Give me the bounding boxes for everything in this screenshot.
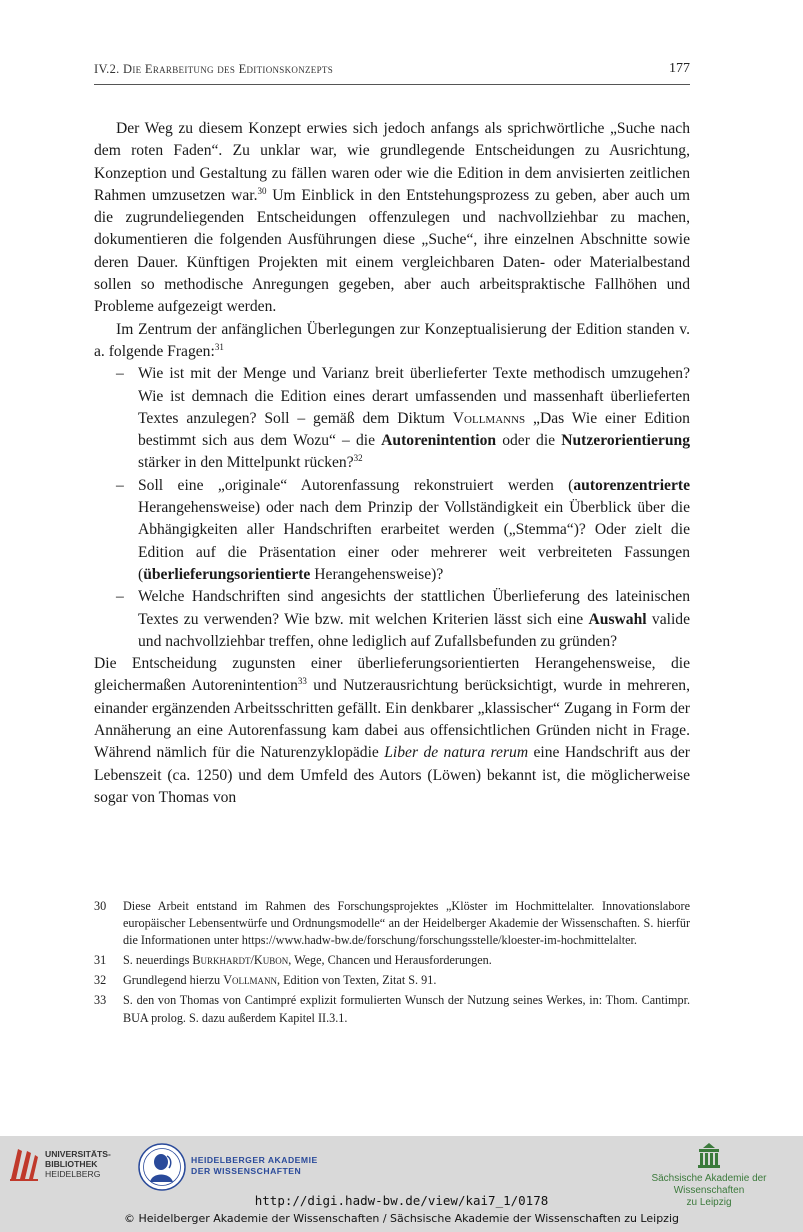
footnote-30	[94, 898, 690, 949]
footnote-number: 33	[94, 993, 107, 1008]
footnote-number: 31	[94, 953, 107, 968]
footnote-text: Grundlegend hierzu	[123, 973, 224, 988]
ub-heidelberg-mark-icon	[8, 1145, 40, 1183]
question-text: Welche Handschriften sind angesichts der stattlichen Überlieferung des lateinischen Textes zu verwenden? Wie bzw. mit welchen Kriterien lässt sich eine	[138, 588, 690, 628]
footnote-ref-30[interactable]: 30	[257, 185, 267, 196]
bold-term: überlieferungsorientierte	[143, 565, 311, 583]
ub-logo-line: HEIDELBERG	[45, 1169, 101, 1179]
dash-bullet: –	[116, 365, 124, 383]
main-text	[94, 118, 690, 809]
footnote-31	[94, 952, 690, 969]
paragraph-text: Im Zentrum der anfänglichen Überlegungen zur Konzeptualisierung der Edition standen v. a. folgende Fragen:	[94, 320, 690, 360]
footnote-text: , Edition von Texten, Zitat S. 91.	[277, 973, 437, 988]
hadw-logo[interactable]	[137, 1142, 337, 1196]
paragraph-text: und Nutzerausrichtung berücksichtigt, wurde in mehreren, einander ergänzenden Arbeitsschritten gefällt. Ein denkbarer „klassischer“ Zugang in Form der Annäherung an eine Autorenfassung kam dabei aus offensichtlichen Gründen nicht in Frage. Während nämlich für die Naturenzyklopädie	[94, 677, 690, 762]
hadw-logo-text	[191, 1155, 318, 1177]
question-text: valide und nachvollziehbar treffen, ohne lediglich auf Zufallsbefunden zu gründen?	[138, 610, 691, 650]
copyright-notice: © Heidelberger Akademie der Wissenschaften / Sächsische Akademie der Wissenschaften zu Leipzig	[123, 1212, 679, 1225]
footnote-ref-32[interactable]: 32	[353, 453, 363, 464]
author-name: Vollmanns	[452, 409, 526, 427]
paragraph-3	[94, 653, 690, 809]
question-text: stärker in den Mittelpunkt rücken?	[138, 454, 354, 472]
paragraph-text: Die Entscheidung zugunsten einer überlieferungsorientierten Herangehensweise, die gleichermaßen Autorenintention	[94, 655, 690, 695]
question-text: oder die	[496, 432, 562, 450]
hadw-logo-line: HEIDELBERGER AKADEMIE	[191, 1155, 318, 1165]
question-list	[94, 363, 690, 653]
footnote-text: , Wege, Chancen und Herausforderungen.	[288, 953, 492, 968]
hadw-logo-line: DER WISSENSCHAFTEN	[191, 1166, 302, 1176]
page-number: 177	[669, 61, 690, 76]
bold-term: Autorenintention	[381, 432, 497, 450]
footnote-ref-31[interactable]: 31	[214, 341, 224, 352]
work-title: Liber de natura rerum	[384, 744, 529, 762]
paragraph-2	[94, 319, 690, 364]
footnote-32	[94, 972, 690, 989]
hadw-seal-icon	[137, 1142, 187, 1192]
footnotes	[94, 898, 690, 1030]
paragraph-text: Der Weg zu diesem Konzept erwies sich jedoch anfangs als sprichwörtliche „Suche nach dem roten Faden“. Zu unklar war, wie grundlegende Entscheidungen zu Ausrichtung, Konzeption und Gestaltung zu fällen waren oder wie die Edition in dem anvisierten zeitlichen Rahmen umzusetzen war.	[94, 120, 690, 204]
section-title: Die Erarbeitung des Editionskonzepts	[123, 62, 333, 76]
author-names: Burkhardt/Kubon	[192, 953, 289, 968]
permalink-url[interactable]: http://digi.hadw-bw.de/view/kai7_1/0178	[254, 1193, 549, 1208]
bold-term: Nutzerorientierung	[561, 432, 690, 450]
saw-emblem-icon	[697, 1143, 721, 1169]
footnote-text: Diese Arbeit entstand im Rahmen des Forschungsprojektes „Klöster im Hochmittelalter. Innovationslabore europäischer Lebensentwürfe und Ordnungsmodelle“ an der Heidelberger Akademie der Wissenschaften. S. hierfür die Informationen unter https://www.hadw-bw.de/forschung/forschungsstelle/kloester-im-hochmittelalter.	[123, 899, 690, 948]
ub-logo-line: BIBLIOTHEK	[45, 1159, 98, 1169]
paragraph-text: eine Handschrift aus der Lebenszeit (ca. 1250) und dem Umfeld des Autors (Löwen) bekannt ist, die möglicherweise sogar von Thomas von	[94, 744, 690, 806]
paragraph-1	[94, 118, 690, 319]
question-text: Herangehensweise) oder nach dem Prinzip der Vollständigkeit ein Überblick über die Abhängigkeiten aller Handschriften erarbeitet werden („Stemma“)? Oder zielt die Edition auf die Präsentation einer oder mehrerer weit verbreiteten Fassungen (	[138, 499, 690, 583]
footnote-33	[94, 992, 690, 1026]
footnote-ref-33[interactable]: 33	[297, 676, 307, 687]
saw-logo-line: Sächsische Akademie der Wissenschaften	[651, 1173, 767, 1196]
question-text: Wie ist mit der Menge und Varianz breit überlieferter Texte methodisch umzugehen? Wie ist demnach die Edition eines derart umfassenden und massenhaft überlieferten Textes anzulegen? Soll – gemäß dem Diktum	[138, 365, 690, 427]
paragraph-text: Um Einblick in den Entstehungsprozess zu geben, aber auch um die zugrundeliegenden Entscheidungen offenzulegen und nachvollziehbar zu machen, dokumentieren die folgenden Ausführungen diese „Suche“, ihre einzelnen Abschnitte sowie deren Dauer. Künftigen Projekten mit einem vergleichbaren Daten- oder Materialbestand sollen so methodische Anregungen gegeben, aber auch arbeitspraktische Fallhöhen und Probleme aufgezeigt werden.	[94, 186, 690, 316]
running-header	[94, 60, 690, 85]
bold-term: Auswahl	[588, 610, 647, 628]
ub-logo-line: UNIVERSITÄTS-	[45, 1149, 111, 1159]
footnote-number: 30	[94, 899, 107, 913]
question-text: Herangehensweise)?	[310, 565, 444, 583]
saw-logo-line: zu Leipzig	[686, 1197, 732, 1208]
question-item-3	[116, 586, 691, 653]
author-names: Vollmann	[223, 973, 277, 988]
question-text: „Das Wie einer Edition bestimmt sich aus dem Wozu“ – die	[138, 409, 690, 450]
bold-term: autorenzentrierte	[573, 476, 690, 494]
question-item-1	[116, 363, 690, 474]
dash-bullet: –	[116, 588, 124, 606]
footnote-text: S. den von Thomas von Cantimpré explizit formulierten Wunsch der Nutzung seines Werkes, in: Thom. Cantimpr. BUA prolog. S. dazu außerdem Kapitel II.3.1.	[123, 993, 690, 1025]
footnote-text: S. neuerdings	[123, 953, 193, 968]
section-number: IV.2.	[94, 62, 120, 76]
footnote-number: 32	[94, 973, 107, 988]
running-title	[94, 62, 333, 77]
dash-bullet: –	[116, 476, 124, 494]
question-item-2	[116, 475, 690, 586]
ub-logo-text	[45, 1149, 111, 1179]
question-text: Soll eine „originale“ Autorenfassung rekonstruiert werden (	[138, 476, 574, 494]
ub-heidelberg-logo[interactable]	[8, 1143, 123, 1187]
